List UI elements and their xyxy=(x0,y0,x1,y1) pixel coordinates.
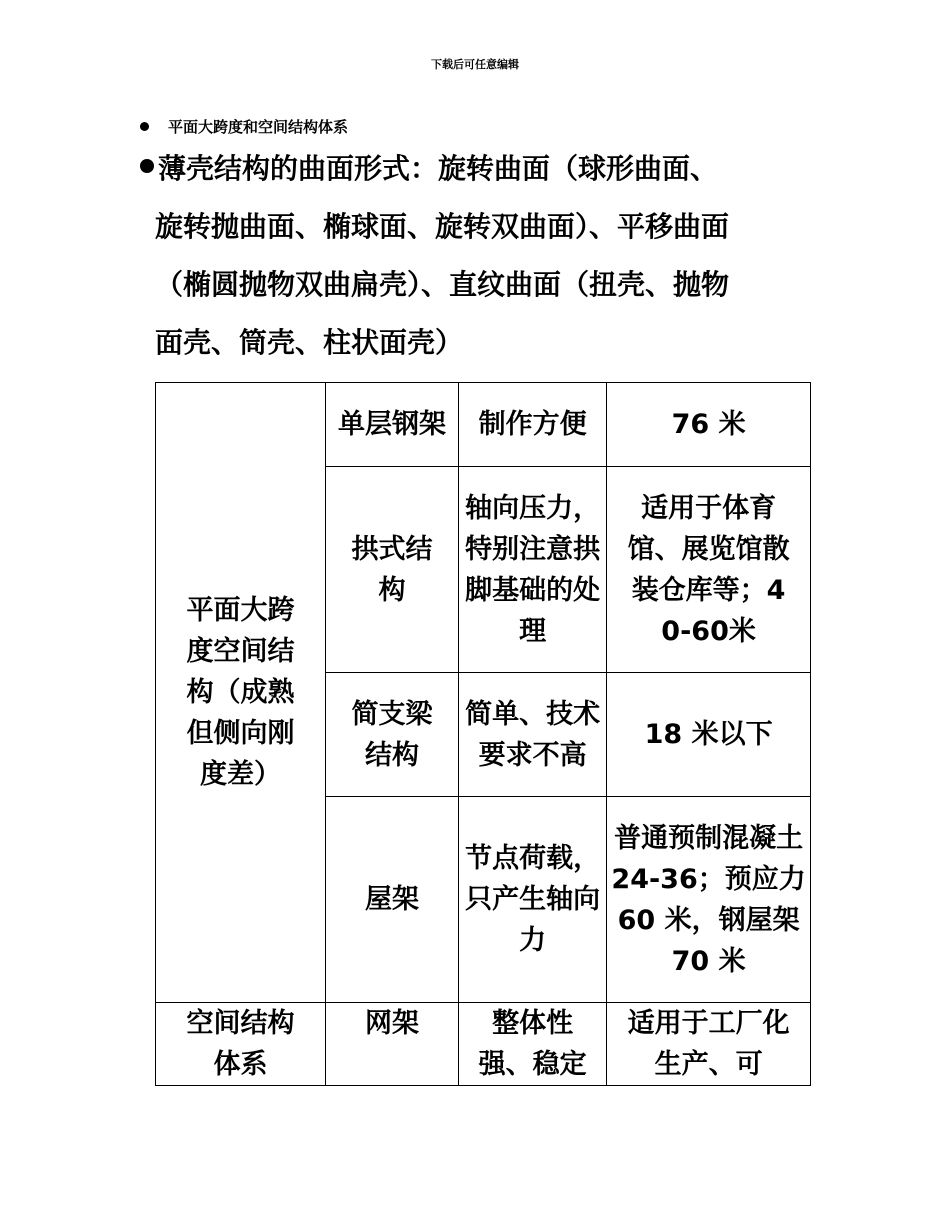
group-label-cell: 空间结构体系 xyxy=(156,1003,326,1086)
section-heading-small xyxy=(140,116,348,137)
feature-cell: 整体性强、稳定 xyxy=(458,1003,606,1086)
paragraph-line: 薄壳结构的曲面形式：旋转曲面（球形曲面、 xyxy=(140,140,820,198)
feature-cell: 制作方便 xyxy=(458,383,606,467)
table-row xyxy=(156,1003,811,1086)
structure-type-cell: 简支梁结构 xyxy=(326,673,459,797)
structure-type-cell: 屋架 xyxy=(326,797,459,1003)
section-heading-text: 平面大跨度和空间结构体系 xyxy=(168,118,349,136)
notes-cell: 适用于工厂化生产、可 xyxy=(607,1003,811,1086)
feature-cell: 节点荷载，只产生轴向力 xyxy=(458,797,606,1003)
notes-cell: 普通预制混凝土 24-36；预应力 60 米，钢屋架 70 米 xyxy=(607,797,811,1003)
notes-cell: 适用于体育馆、展览馆散装仓库等；40-60米 xyxy=(607,467,811,673)
paragraph-line: 旋转抛曲面、椭球面、旋转双曲面）、平移曲面 xyxy=(155,210,730,243)
page-header: 下载后可任意编辑 xyxy=(431,58,519,71)
notes-cell: 76 米 xyxy=(607,383,811,467)
paragraph-line: （椭圆抛物双曲扁壳）、直纹曲面（扭壳、抛物 xyxy=(155,268,730,301)
bullet-icon xyxy=(140,159,154,173)
paragraph-line: 面壳、筒壳、柱状面壳） xyxy=(155,326,464,359)
structure-type-cell: 网架 xyxy=(326,1003,459,1086)
notes-cell: 18 米以下 xyxy=(607,673,811,797)
feature-cell: 轴向压力，特别注意拱脚基础的处理 xyxy=(458,467,606,673)
structure-table xyxy=(155,382,811,1086)
bullet-icon xyxy=(140,122,149,131)
structure-type-cell: 单层钢架 xyxy=(326,383,459,467)
shell-structure-paragraph xyxy=(140,140,820,372)
table-row xyxy=(156,383,811,467)
structure-type-cell: 拱式结构 xyxy=(326,467,459,673)
group-label-cell: 平面大跨度空间结构（成熟但侧向刚度差） xyxy=(156,383,326,1003)
feature-cell: 简单、技术要求不高 xyxy=(458,673,606,797)
